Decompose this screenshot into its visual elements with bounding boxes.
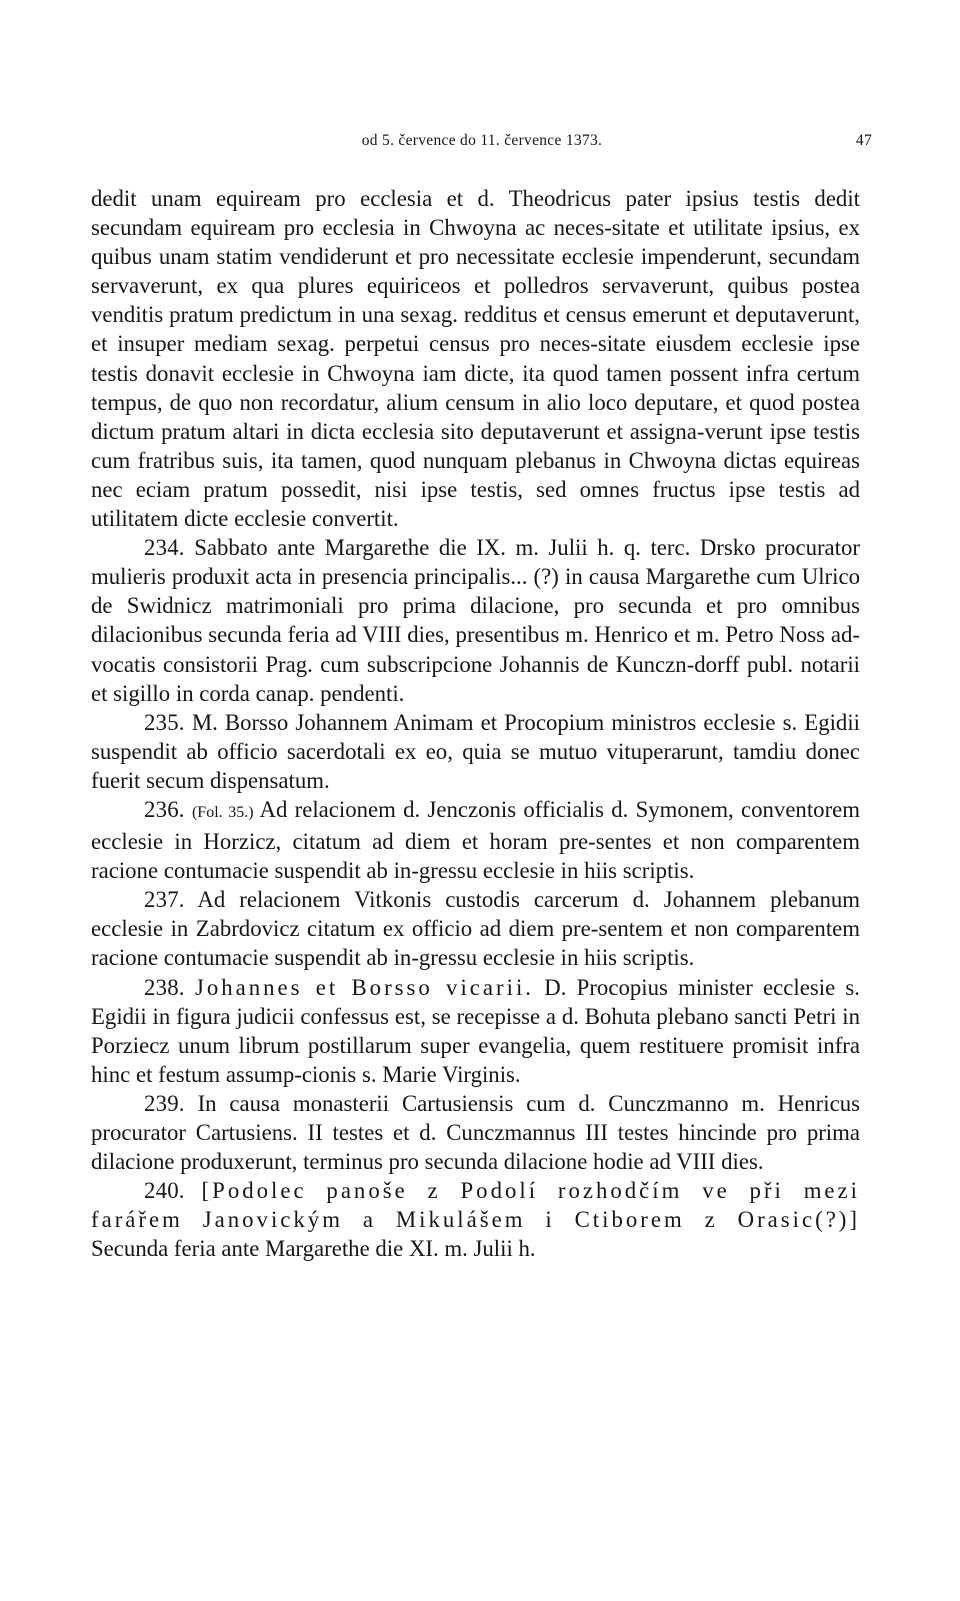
page-number: 47 — [855, 132, 872, 149]
paragraph-235 — [91, 708, 860, 795]
document-body — [91, 184, 860, 1263]
paragraph-text: Ad relacionem Vitkonis custodis carcerum d. Johannem plebanum ecclesie in Zabrdovicz citatum ex officio ad diem pre-sentem et non comparentem racione contumacie suspendit ab in-gressu ecclesie in hiis scriptis. — [91, 887, 860, 971]
entry-number: 239. — [144, 1090, 185, 1116]
entry-number: 240. — [144, 1178, 185, 1204]
entry-number: 238. — [144, 974, 185, 1000]
paragraph-236 — [91, 795, 860, 885]
entry-number: 235. — [144, 709, 185, 735]
running-title: od 5. července do 11. července 1373. — [361, 132, 603, 149]
entry-number: 236. — [144, 796, 185, 822]
entry-heading: [Podolec panoše z Podolí rozhodčím ve při mezi farářem Janovickým a Mikulášem i Ctiborem z Orasic(?)] — [91, 1178, 861, 1233]
entry-number: 237. — [144, 887, 185, 913]
paragraph-text: D. Procopius minister ecclesie s. Egidii in figura judicii confessus est, se recepisse a d. Bohuta plebano sancti Petri in Porziecz unum librum postillarum super evangelia, quem restituere promisit infra hinc et festum assump-cionis s. Marie Virginis. — [91, 974, 861, 1087]
paragraph-text: Secunda feria ante Margarethe die XI. m. Julii h. — [91, 1236, 536, 1262]
paragraph-238 — [91, 973, 860, 1089]
paragraph-continuation — [91, 184, 860, 533]
paragraph-text: In causa monasterii Cartusiensis cum d. Cunczmanno m. Henricus procurator Cartusiens. II testes et d. Cunczmannus III testes hincinde pro prima dilacione produxerunt, terminus pro secunda dilacione hodie ad VIII dies. — [91, 1090, 860, 1175]
entry-number: 234. — [144, 535, 185, 561]
paragraph-text: Sabbato ante Margarethe die IX. m. Julii h. q. terc. Drsko procurator mulieris produxit acta in presencia principalis... (?) in causa Margarethe cum Ulrico de Swidnicz matrimoniali pro prima dilacione, pro secunda et pro omnibus dilacionibus secunda feria ad VIII dies, presentibus m. Henrico et m. Petro Noss ad-vocatis consistorii Prag. cum subscripcione Johannis de Kunczn-dorff publ. notarii et sigillo in corda canap. pendenti. — [91, 535, 861, 706]
paragraph-text: dedit unam equiream pro ecclesia et d. Theodricus pater ipsius testis dedit secundam equiream pro ecclesia in Chwoyna ac neces-sitate et utilitate ipsius, ex quibus unam statim vendiderunt et pro necessitate ecclesie impenderunt, secundam servaverunt, ex qua plures equiriceos et polledros servaverunt, quibus postea venditis pratum predictum in una sexag. redditus et census emerunt et deputaverunt, et insuper mediam sexag. perpetui census pro neces-sitate eiusdem ecclesie ipse testis donavit ecclesie in Chwoyna iam dicte, ita quod tamen possent infra certum tempus, de quo non recordatur, alium censum in alio loco deputare, et quod postea dictum pratum altari in dicta ecclesia sito deputaverunt et assigna-verunt ipse testis cum fratribus suis, ita tamen, quod nunquam plebanus in Chwoyna dictas equireas nec eciam pratum possedit, nisi ipse testis, sed omnes fructus ipse testis ad utilitatem dicte ecclesie convertit. — [91, 186, 860, 532]
running-header — [92, 132, 872, 156]
paragraph-237 — [91, 885, 860, 972]
folio-reference: (Fol. 35.) — [191, 803, 254, 821]
paragraph-text: M. Borsso Johannem Animam et Procopium ministros ecclesie s. Egidii suspendit ab officio sacerdotali ex eo, quia se mutuo vituperarunt, tamdiu donec fuerit secum dispensatum. — [91, 709, 860, 793]
paragraph-text: Ad relacionem d. Jenczonis officialis d. Symonem, conventorem ecclesie in Horzicz, citatum ad diem et horam pre-sentes et non comparentem racione contumacie suspendit ab in-gressu ecclesie in hiis scriptis. — [91, 796, 861, 884]
paragraph-240 — [91, 1176, 860, 1263]
entry-heading: Johannes et Borsso vicarii. — [194, 974, 534, 1000]
paragraph-234 — [91, 533, 860, 708]
paragraph-239 — [91, 1089, 860, 1176]
